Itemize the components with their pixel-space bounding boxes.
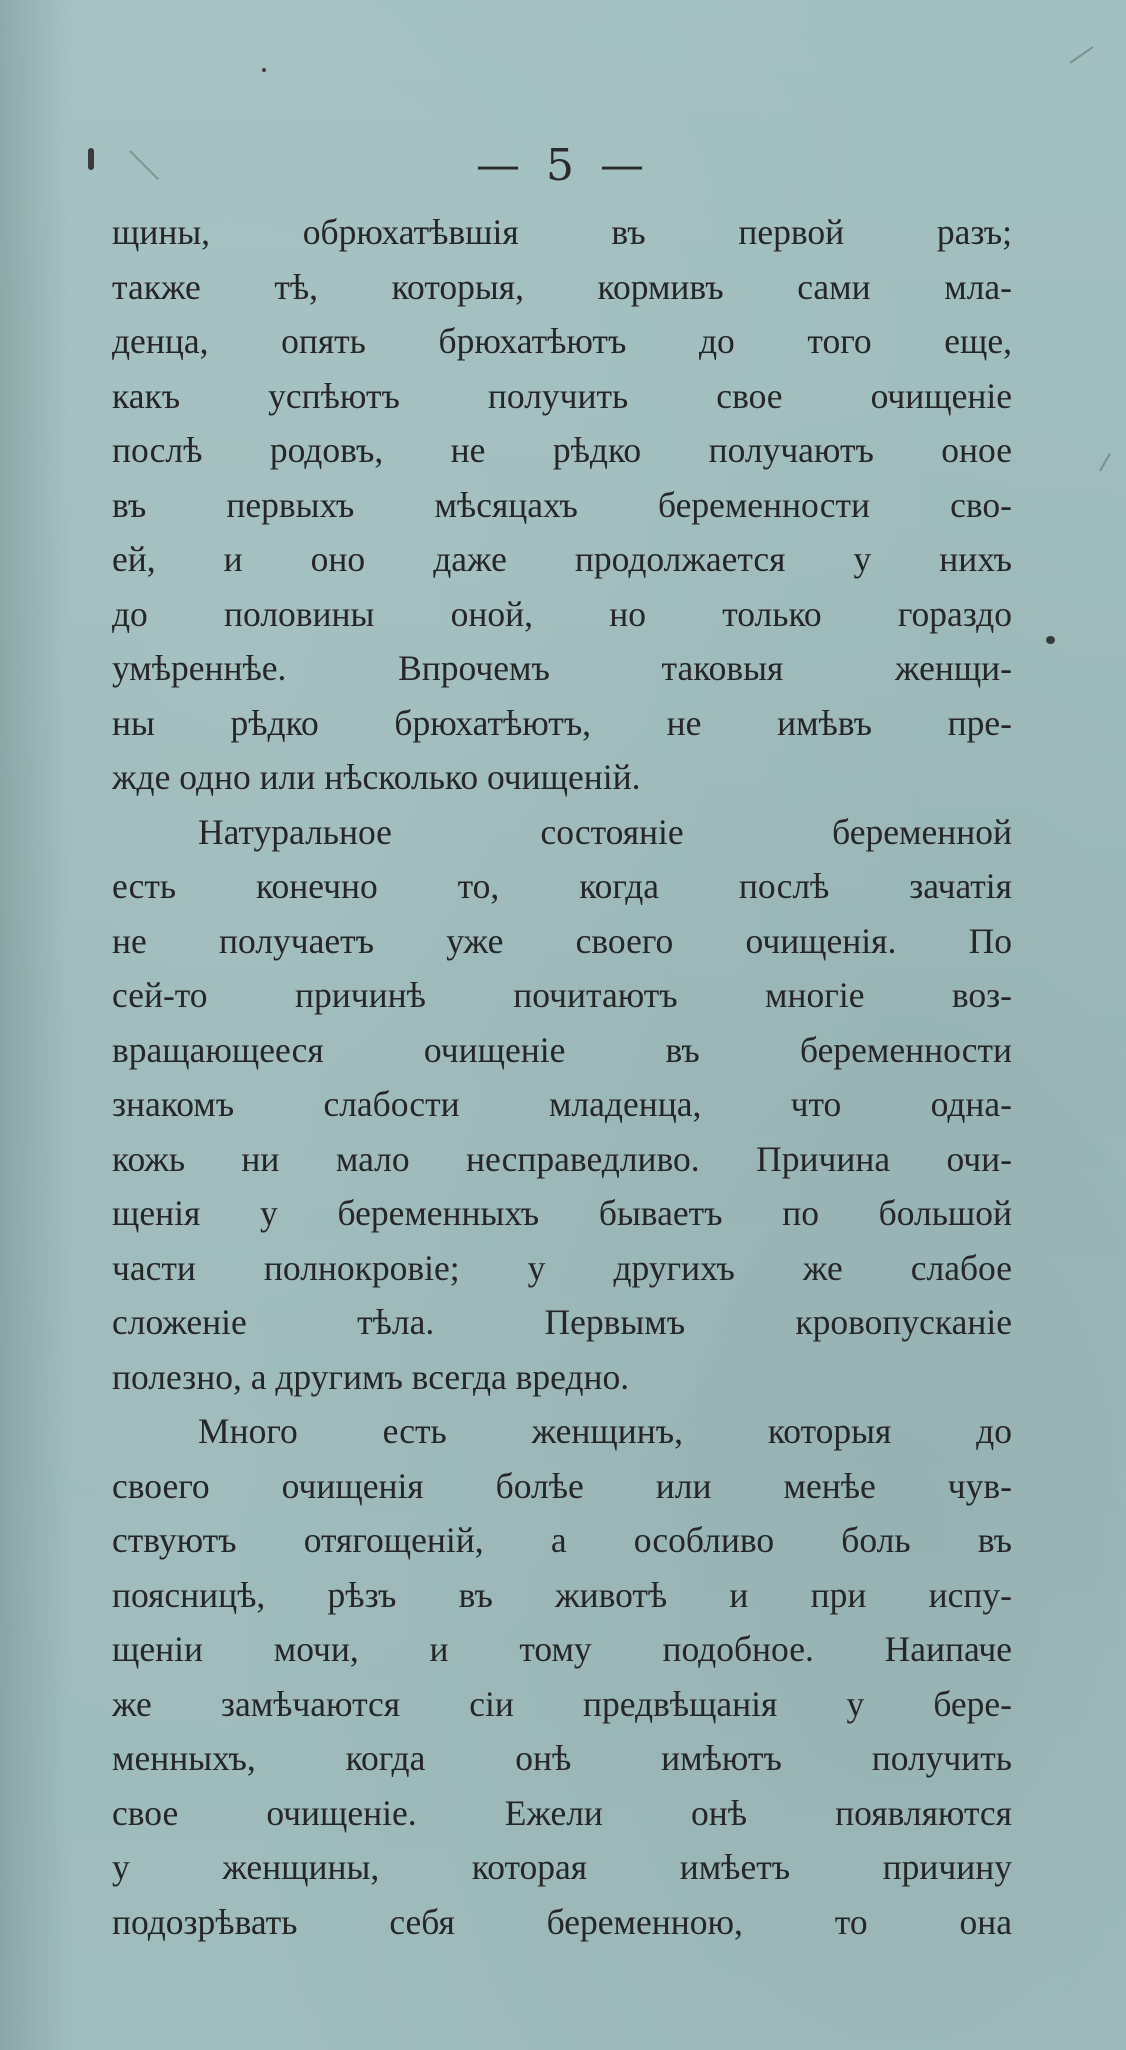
paragraph-start-line: Много есть женщинъ, которыя до [198,1411,1012,1451]
text-line: не получаетъ уже своего очищенія. По [112,920,1012,961]
ink-speck [1046,636,1055,644]
text-line: также тѣ, которыя, кормивъ сами мла- [112,266,1012,307]
text-line: сложеніе тѣла. Первымъ кровопусканіе [112,1302,1012,1342]
page-number: — 5 — [476,140,650,191]
text-line: какъ успѣютъ получить свое очищеніе [112,375,1012,416]
paper-scratch [1069,46,1093,64]
text-line: знакомъ слабости младенца, что одна- [112,1084,1012,1124]
text-line: ей, и оно даже продолжается у нихъ [112,539,1012,579]
text-line: части полнокровіе; у другихъ же слабое [112,1247,1012,1288]
text-line: ствуютъ отягощеній, а особливо боль въ [112,1520,1012,1560]
text-line: у женщины, которая имѣетъ причину [112,1847,1012,1887]
paragraph-end-line: жде одно или нѣсколько очищеній. [112,757,641,797]
body-text [112,205,1012,1949]
text-line: свое очищеніе. Ежели онѣ появляются [112,1792,1012,1833]
text-line: денца, опять брюхатѣютъ до того еще, [112,321,1012,361]
text-line: щины, обрюхатѣвшія въ первой разъ; [112,212,1012,252]
text-line: щенія у беременныхъ бываетъ по большой [112,1193,1012,1233]
text-line: сей-то причинѣ почитаютъ многіе воз- [112,975,1012,1015]
text-line: вращающееся очищеніе въ беременности [112,1029,1012,1070]
text-line: въ первыхъ мѣсяцахъ беременности сво- [112,484,1012,525]
text-line: послѣ родовъ, не рѣдко получаютъ оное [112,430,1012,470]
text-line: есть конечно то, когда послѣ зачатія [112,866,1012,906]
text-line: своего очищенія болѣе или менѣе чув- [112,1465,1012,1506]
paragraph-start-line: Натуральное состояніе беременной [198,811,1012,852]
text-line: ны рѣдко брюхатѣютъ, не имѣвъ пре- [112,702,1012,743]
paragraph-end-line: полезно, а другимъ всегда вредно. [112,1356,630,1397]
text-line: до половины оной, но только гораздо [112,593,1012,634]
spine-shadow [0,0,70,2050]
text-line: подозрѣвать себя беременною, то она [112,1901,1012,1942]
text-line: умѣреннѣе. Впрочемъ таковыя женщи- [112,648,1012,688]
paper-scratch [1099,453,1111,471]
text-line: кожь ни мало несправедливо. Причина очи- [112,1138,1012,1179]
ink-speck [262,68,266,72]
text-line: поясницѣ, рѣзъ въ животѣ и при испу- [112,1574,1012,1615]
text-line: щеніи мочи, и тому подобное. Наипаче [112,1629,1012,1669]
text-line: же замѣчаются сіи предвѣщанія у бере- [112,1683,1012,1724]
text-line: менныхъ, когда онѣ имѣютъ получить [112,1738,1012,1778]
